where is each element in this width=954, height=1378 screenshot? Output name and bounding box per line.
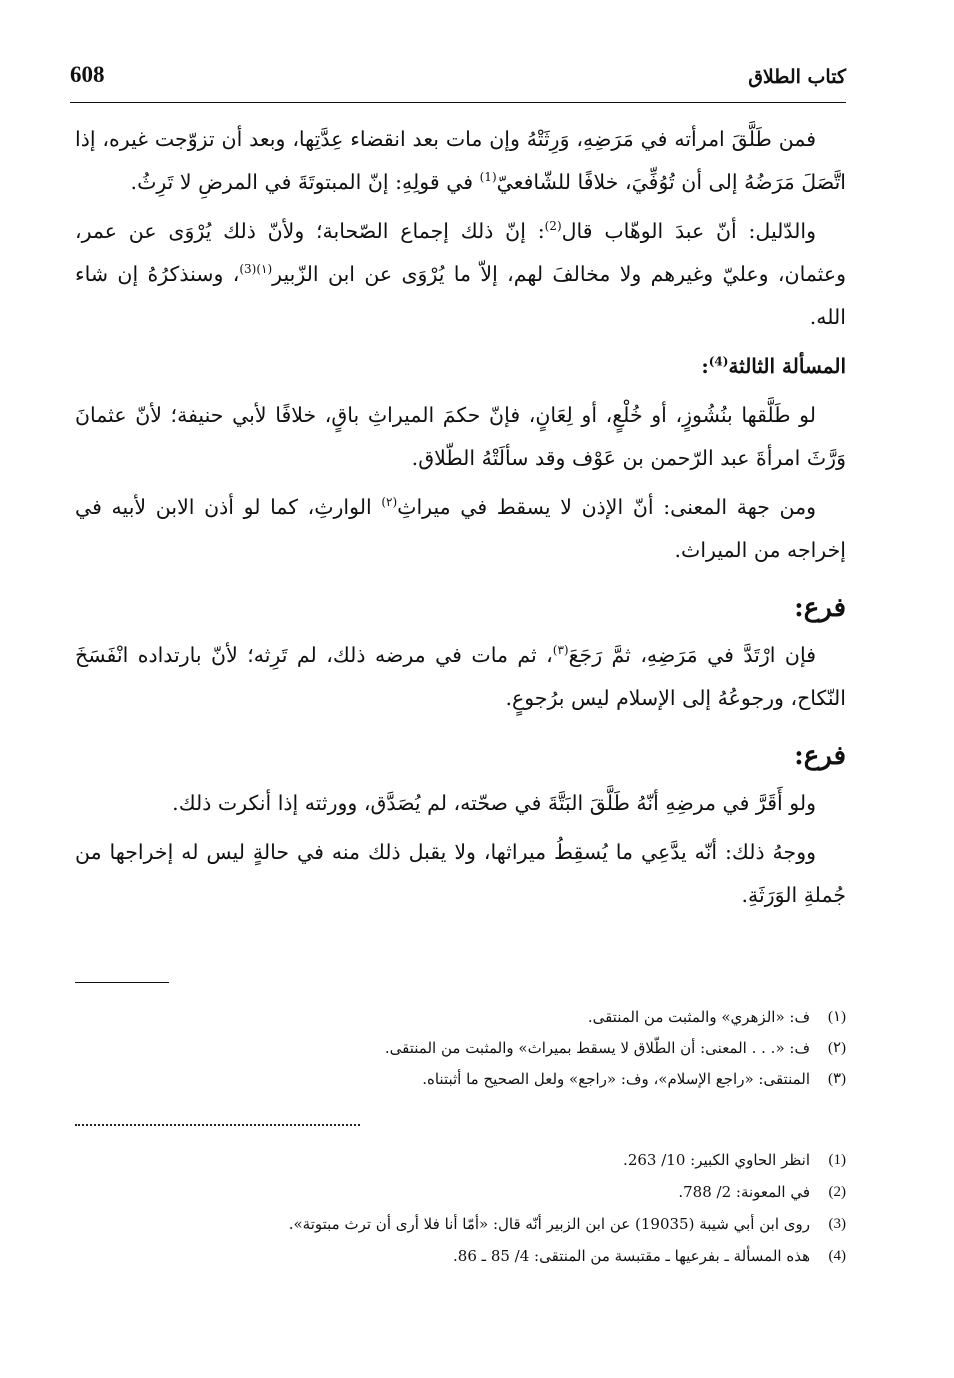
footnote-rule bbox=[75, 982, 169, 983]
page-header bbox=[70, 62, 846, 102]
subsection-heading-2: فرع: bbox=[794, 741, 846, 771]
footnote-item: (3) روى ابن أبي شيبة (19035) عن ابن الزبير أنّه قال: «أمّا أنا فلا أرى أن ترث مبتوتة». bbox=[288, 1215, 846, 1233]
footnote-ref: (4) bbox=[708, 354, 729, 369]
paragraph-3: لو طَلَّقها بنُشُوزٍ، أو خُلْعٍ، أو لِعَانٍ، فإنّ حكمَ الميراثِ باقٍ، خلافًا لأبي حنيفة؛ لأنّ عثمانَ وَرَّثَ امرأةَ عبد الرّحمن بن عَوْف وقد سألَتْهُ الطّلاق. bbox=[75, 403, 846, 470]
footnote-item: (4) هذه المسألة ـ بفرعيها ـ مقتبسة من المنتقى: 4/ 85 ـ 86. bbox=[453, 1247, 846, 1265]
footnote-item: (2) في المعونة: 2/ 788. bbox=[678, 1183, 846, 1201]
footnote-item: (1) انظر الحاوي الكبير: 10/ 263. bbox=[623, 1151, 846, 1169]
footnote-item: (٢) ف: «. . . المعنى: أن الطّلاق لا يسقط بميراث» والمثبت من المنتقى. bbox=[384, 1039, 846, 1057]
paragraph-6: ولو أَقَرَّ في مرضِهِ أنّهُ طَلَّقَ البَتَّةَ في صحّته، لم يُصَدَّق، وورثته إذا أنكرت ذلك. bbox=[172, 791, 816, 815]
footnote-ref: (2) bbox=[544, 219, 562, 234]
footnote-ref: (1) bbox=[479, 170, 497, 185]
editor-footnotes bbox=[75, 1144, 846, 1272]
subsection-heading-1: فرع: bbox=[794, 593, 846, 623]
footnote-separator bbox=[75, 1124, 360, 1126]
footnote-ref: (١)(3) bbox=[239, 262, 273, 277]
paragraph-7: ووجهُ ذلك: أنّه يدَّعِي ما يُسقِطُ ميراثها، ولا يقبل ذلك منه في حالةٍ ليس له إخراجها من جُملةِ الوَرَثَةِ. bbox=[75, 840, 846, 907]
footnote-ref: (٣) bbox=[552, 643, 569, 658]
page-number: 608 bbox=[70, 62, 105, 87]
footnote-ref: (٢) bbox=[381, 495, 398, 510]
paragraph-2: والدّليل: أنّ عبدَ الوهّاب قال$^{(2)}$: إنّ ذلك إجماع الصّحابة؛ ولأنّ ذلك يُرْوَى عن عمر، وعثمان، وعليّ وغيرهم ولا مخالفَ لهم، إلاّ ما يُرْوَى عن ابن الزّبير$^{(١)(3)}$، وسنذكرُهُ إن شاء الله. bbox=[75, 219, 846, 329]
footnote-item: (١) ف: «الزهري» والمثبت من المنتقى. bbox=[587, 1008, 846, 1026]
paragraph-1: فمن طَلَّقَ امرأته في مَرَضِهِ، وَرِثَتْهُ وإن مات بعد انقضاء عِدَّتِها، وبعد أن تزوّجت غيره، إذا اتَّصَلَ مَرَضُهُ إلى أن تُوُفِّيَ، خلافًا للشّافعيّ$^{(1)}$ في قولِهِ: إنّ المبتوتَةَ في المرضِ لا تَرِثُ. bbox=[75, 127, 846, 194]
running-title: كتاب الطلاق bbox=[748, 66, 846, 88]
header-rule bbox=[70, 102, 846, 103]
footnote-item: (٣) المنتقى: «راجع الإسلام»، وف: «راجع» ولعل الصحيح ما أثبتناه. bbox=[422, 1070, 846, 1088]
paragraph-5: فإن ارْتَدَّ في مَرَضِهِ، ثمَّ رَجَعَ$^{(٣)}$، ثم مات في مرضه ذلك، لم تَرِثه؛ لأنّ بارتداده انْفَسَخَ النّكاح، ورجوعُهُ إلى الإسلام ليس برُجوعٍ. bbox=[75, 643, 846, 710]
main-text bbox=[75, 118, 846, 923]
section-heading: المسألة الثالثة$^{(4)}$: bbox=[701, 354, 846, 378]
paragraph-4: ومن جهة المعنى: أنّ الإذن لا يسقط في ميراثِ$^{(٢)}$ الوارثِ، كما لو أذن الابن لأبيه في إخراجه من الميراث. bbox=[75, 495, 846, 562]
